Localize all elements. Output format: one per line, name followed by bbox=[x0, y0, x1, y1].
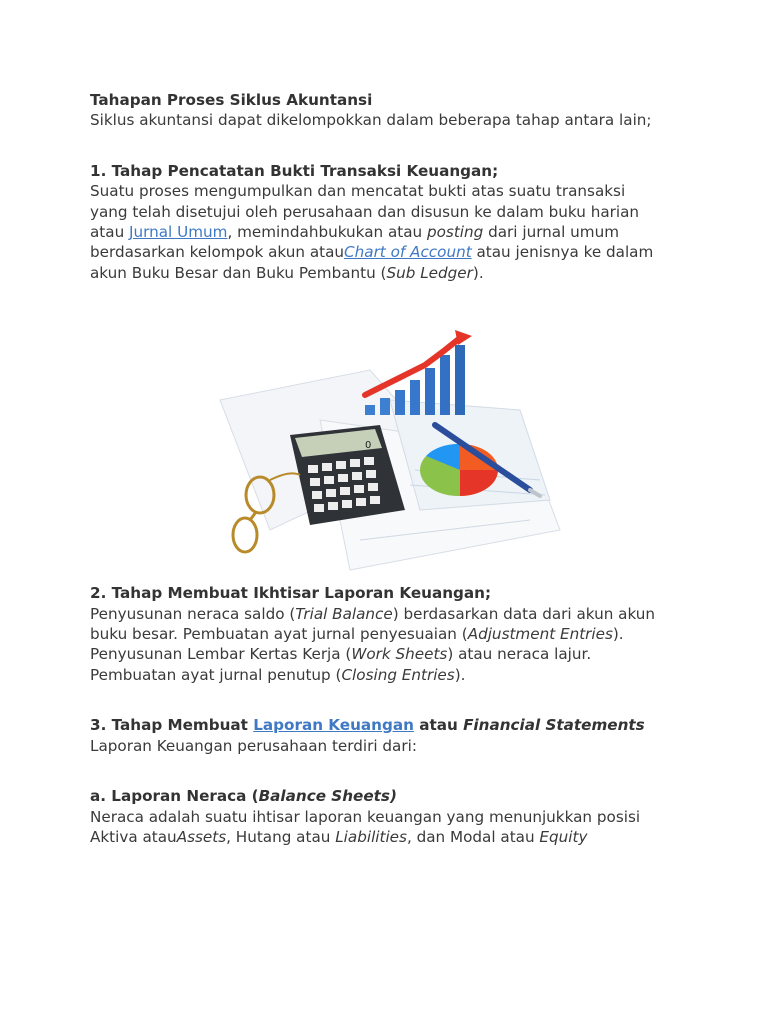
section-1-line-1: Suatu proses mengumpulkan dan mencatat bukti atas suatu transaksi bbox=[90, 182, 626, 201]
section-a-heading bbox=[90, 786, 690, 806]
accounting-illustration bbox=[200, 330, 580, 590]
text-span: Penyusunan neraca saldo ( bbox=[90, 604, 296, 623]
spacer bbox=[90, 756, 690, 786]
text-span: Penyusunan Lembar Kertas Kerja ( bbox=[90, 645, 352, 664]
italic-text: Adjustment Entries bbox=[467, 625, 613, 644]
text-span: Aktiva atau bbox=[90, 827, 177, 846]
section-1-line-4 bbox=[90, 242, 690, 262]
italic-text: Trial Balance bbox=[295, 604, 393, 623]
italic-text: Balance Sheets) bbox=[258, 787, 397, 806]
section-1-heading: 1. Tahap Pencatatan Bukti Transaksi Keuangan; bbox=[90, 161, 499, 180]
italic-text: Equity bbox=[539, 827, 588, 846]
section-a-line-2 bbox=[90, 827, 690, 847]
italic-text: Assets bbox=[176, 827, 227, 846]
italic-link-text[interactable]: Chart of Account bbox=[344, 243, 472, 262]
text-span: ) atau neraca lajur. bbox=[447, 645, 592, 664]
text-span: ) berdasarkan data dari akun akun bbox=[392, 604, 656, 623]
pie-chart-icon bbox=[420, 444, 498, 496]
section-2-line-3 bbox=[90, 644, 690, 664]
spacer bbox=[90, 131, 690, 161]
text-span: atau jenisnya ke dalam bbox=[471, 243, 654, 262]
section-3-heading bbox=[90, 715, 690, 735]
text-span: , dan Modal atau bbox=[406, 827, 540, 846]
text-span: buku besar. Pembuatan ayat jurnal penyesuaian ( bbox=[90, 625, 468, 644]
text-span: 3. Tahap Membuat bbox=[90, 716, 254, 735]
section-1-line-5 bbox=[90, 263, 690, 283]
text-span: akun Buku Besar dan Buku Pembantu ( bbox=[90, 263, 387, 282]
text-span: dari jurnal umum bbox=[483, 223, 619, 242]
text-span: , Hutang atau bbox=[226, 827, 336, 846]
spacer bbox=[90, 685, 690, 715]
italic-text: Work Sheets bbox=[351, 645, 448, 664]
text-span: atau bbox=[413, 716, 464, 735]
section-2-line-1 bbox=[90, 604, 690, 624]
italic-text: Sub Ledger bbox=[386, 263, 473, 282]
italic-text: Closing Entries bbox=[341, 665, 455, 684]
section-1-line-3 bbox=[90, 222, 690, 242]
text-span: a. Laporan Neraca ( bbox=[90, 787, 259, 806]
italic-text: Liabilities bbox=[335, 827, 407, 846]
chart-of-account-link[interactable] bbox=[344, 243, 472, 261]
text-span: , memindahbukukan atau bbox=[227, 223, 427, 242]
section-a-line-1: Neraca adalah suatu ihtisar laporan keuangan yang menunjukkan posisi bbox=[90, 807, 641, 826]
calculator-display: 0 bbox=[365, 440, 372, 451]
italic-text: posting bbox=[426, 223, 484, 242]
text-span: Pembuatan ayat jurnal penutup ( bbox=[90, 665, 342, 684]
text-span: ). bbox=[472, 263, 484, 282]
laporan-keuangan-link[interactable]: Laporan Keuangan bbox=[253, 716, 414, 735]
section-3-text: Laporan Keuangan perusahaan terdiri dari: bbox=[90, 736, 417, 755]
section-1-line-2: yang telah disetujui oleh perusahaan dan disusun ke dalam buku harian bbox=[90, 202, 640, 221]
intro-text: Siklus akuntansi dapat dikelompokkan dalam beberapa tahap antara lain; bbox=[90, 111, 652, 130]
italic-text: Financial Statements bbox=[463, 716, 645, 735]
text-span: atau bbox=[90, 223, 130, 242]
jurnal-umum-link[interactable]: Jurnal Umum bbox=[129, 223, 228, 242]
text-span: berdasarkan kelompok akun atau bbox=[90, 243, 345, 262]
bar-chart-icon bbox=[365, 330, 472, 415]
text-span: ). bbox=[612, 625, 624, 644]
section-2-line-2 bbox=[90, 624, 690, 644]
page-title: Tahapan Proses Siklus Akuntansi bbox=[90, 91, 373, 109]
section-2-line-4 bbox=[90, 665, 690, 685]
text-span: ). bbox=[454, 665, 466, 684]
section-2-heading: 2. Tahap Membuat Ikhtisar Laporan Keuangan; bbox=[90, 584, 492, 603]
